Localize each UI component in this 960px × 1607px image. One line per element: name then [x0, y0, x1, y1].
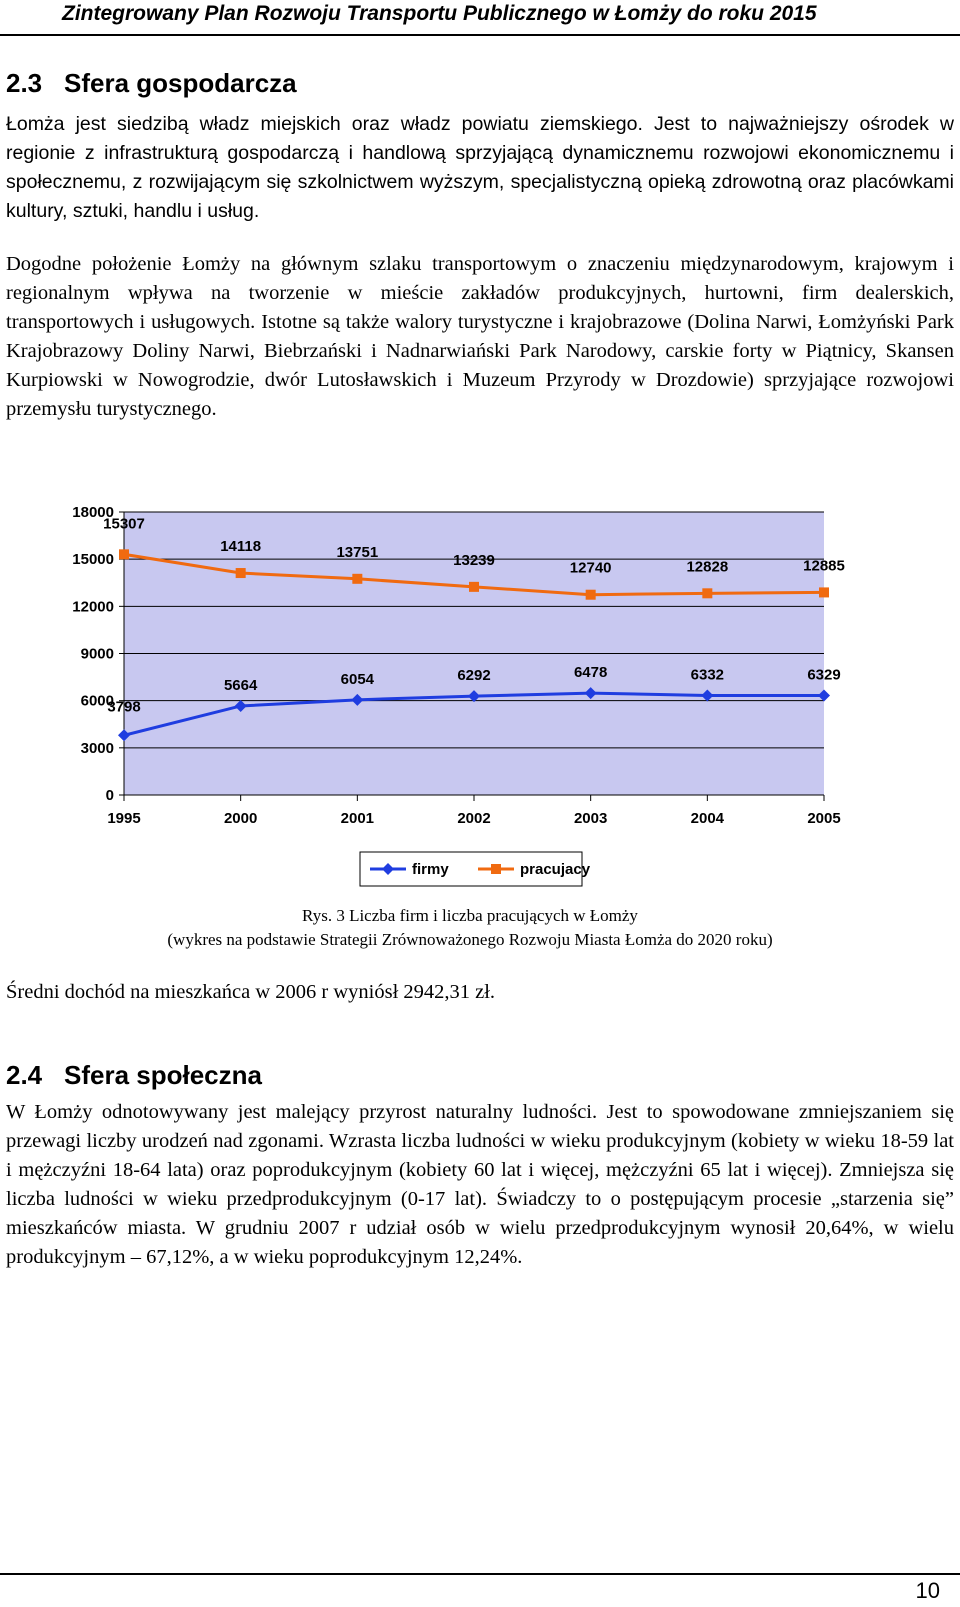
data-label: 13751 [336, 543, 379, 561]
chart-container [70, 500, 870, 900]
data-label: 6332 [690, 666, 725, 684]
legend-label: firmy [412, 861, 449, 878]
y-tick-label: 9000 [80, 645, 114, 663]
y-tick-label: 0 [105, 787, 114, 804]
data-label: 6292 [457, 667, 491, 685]
line-chart [70, 500, 870, 900]
x-tick-label: 1995 [107, 810, 141, 827]
data-label: 15307 [103, 515, 145, 533]
section-heading-2-4 [6, 1060, 262, 1091]
figure-caption-title: Rys. 3 Liczba firm i liczba pracujących w Łomży [302, 906, 638, 925]
paragraph-economy-intro: Łomża jest siedzibą władz miejskich oraz władz powiatu ziemskiego. Jest to najważniejszy ośrodek w regionie z infrastrukturą gospodarczą i handlową sprzyjającą dynamicznemu rozwojowi ekonomicznemu i społecznemu, z rozwijającym się szkolnictwem wyższym, specjalistyczną opieką zdrowotną oraz placówkami kultury, sztuki, handlu i usług. [6, 113, 954, 222]
data-label: 12885 [803, 557, 845, 575]
x-tick-label: 2004 [690, 810, 725, 827]
data-point-pracujacy [702, 588, 712, 598]
legend-label: pracujacy [520, 861, 591, 878]
data-label: 6054 [340, 670, 375, 688]
y-tick-label: 12000 [72, 598, 114, 616]
section-title: Sfera społeczna [64, 1060, 262, 1090]
section-title: Sfera gospodarcza [64, 68, 297, 98]
data-label: 13239 [453, 551, 495, 569]
data-label: 5664 [223, 676, 258, 694]
data-point-pracujacy [352, 574, 362, 584]
y-tick-label: 6000 [80, 692, 114, 710]
paragraph-location: Dogodne położenie Łomży na głównym szlaku transportowym o znaczeniu międzynarodowym, krajowym i regionalnym wpływa na tworzenie w mieście zakładów produkcyjnych, hurtowni, firm dealerskich, transportowych i usługowych. Istotne są także walory turystyczne i krajobrazowe (Dolina Narwi, Łomżyński Park Krajobrazowy Doliny Narwi, Biebrzański i Nadnarwiański Park Narodowy, carskie forty w Piątnicy, Skansen Kurpiowski w Nowogrodzie, dwór Lutosławskich i Muzeum Przyrody w Drozdowie) sprzyjające rozwojowi przemysłu turystycznego. [6, 253, 954, 420]
data-label: 14118 [220, 538, 262, 556]
section-number: 2.4 [6, 1060, 43, 1090]
section-number: 2.3 [6, 68, 43, 98]
legend-marker-pracujacy [491, 864, 501, 874]
data-label: 6329 [807, 666, 841, 684]
data-label: 12828 [686, 558, 729, 576]
x-tick-label: 2001 [340, 810, 375, 827]
y-tick-label: 3000 [80, 739, 114, 757]
income-text: Średni dochód na mieszkańca w 2006 r wyniósł 2942,31 zł. [6, 981, 496, 1003]
page-header [0, 0, 960, 36]
figure-caption-source: (wykres na podstawie Strategii Zrównoważonego Rozwoju Miasta Łomża do 2020 roku) [167, 930, 773, 949]
data-point-pracujacy [586, 590, 596, 600]
y-tick-label: 18000 [72, 504, 114, 521]
page-number: 10 [915, 1578, 940, 1603]
data-label: 3798 [107, 698, 141, 716]
section-heading-2-3 [6, 68, 297, 99]
x-tick-label: 2002 [457, 810, 491, 827]
header-title: Zintegrowany Plan Rozwoju Transportu Publicznego w Łomży do roku 2015 [62, 2, 817, 25]
x-tick-label: 2000 [223, 810, 258, 827]
x-tick-label: 2003 [573, 810, 608, 827]
data-point-pracujacy [469, 582, 479, 592]
data-point-pracujacy [236, 568, 246, 578]
data-label: 6478 [573, 664, 608, 682]
footer-divider [0, 1573, 960, 1575]
x-tick-label: 2005 [807, 810, 841, 827]
paragraph-demographics: W Łomży odnotowywany jest malejący przyrost naturalny ludności. Jest to spowodowane zmniejszaniem się przewagi liczby urodzeń nad zgonami. Wzrasta liczba ludności w wieku produkcyjnym (kobiety w wieku 18-59 lat i mężczyźni 18-64 lata) oraz poprodukcyjnym (kobiety 60 lat i więcej, mężczyźni 65 lat i więcej). Zmniejsza się liczba ludności w wieku przedprodukcyjnym (0-17 lat). Świadczy to o postępującym procesie „starzenia się” mieszkańców miasta. W grudniu 2007 r udział osób w wielu przedprodukcyjnym wynosił 20,64%, w wielu produkcyjnym – 67,12%, a w wieku poprodukcyjnym 12,24%. [6, 1101, 954, 1268]
y-tick-label: 15000 [72, 551, 114, 569]
data-point-pracujacy [119, 549, 129, 559]
data-label: 12740 [569, 559, 612, 577]
data-point-pracujacy [819, 587, 829, 597]
